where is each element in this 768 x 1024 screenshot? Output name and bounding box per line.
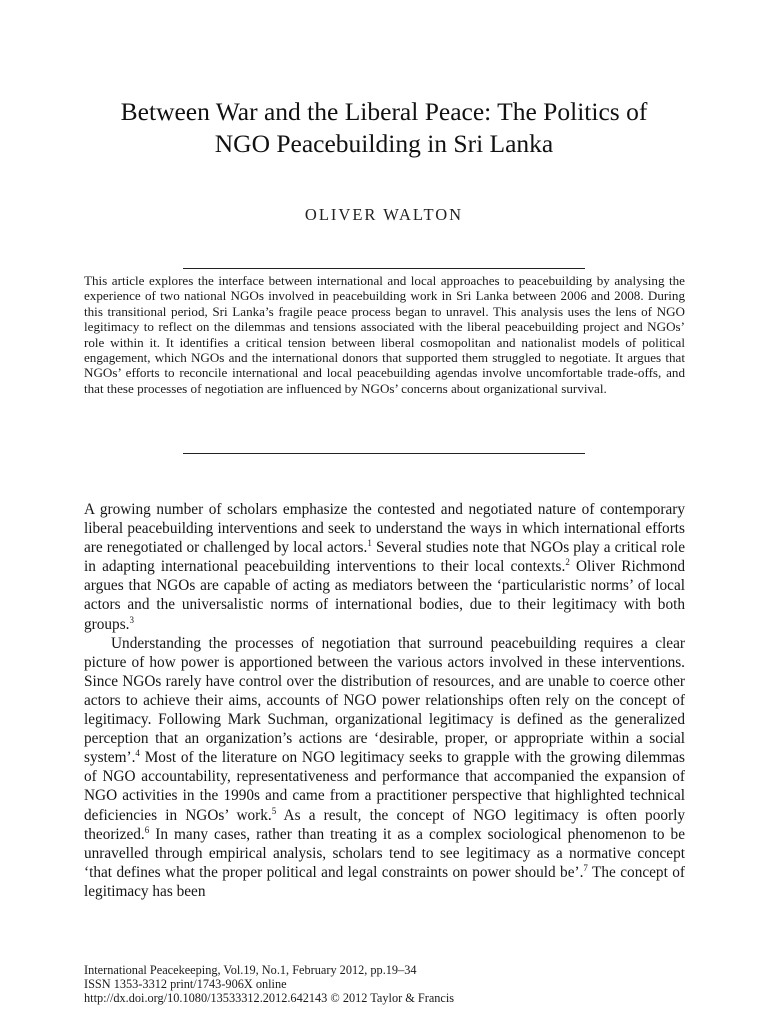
article-title-line-2: NGO Peacebuilding in Sri Lanka <box>214 129 554 158</box>
body-paragraph-1 <box>84 500 685 634</box>
footnote-ref-4: 4 <box>135 748 140 759</box>
body-text-span: Several studies note that NGOs play a critical role in adapting international peacebuilding interventions to their local contexts. <box>84 539 685 576</box>
footnote-ref-6: 6 <box>144 824 150 835</box>
body-text-span: As a result, the concept of NGO legitimacy is often poorly theorized. <box>84 806 685 843</box>
abstract-top-rule <box>183 268 585 269</box>
page-footer <box>84 963 685 1006</box>
footnote-ref-1: 1 <box>367 538 372 549</box>
body-paragraph-2 <box>84 634 685 901</box>
article-title-line-1: Between War and the Liberal Peace: The Politics of <box>120 97 648 126</box>
footnote-ref-3: 3 <box>129 614 134 625</box>
body-text-span: Understanding the processes of negotiation that surround peacebuilding requires a clear picture of how power is apportioned between the various actors involved in these interventions. Since NGOs rarely have control over the distribution of resources, and are unable to coerce other actors to achieve their aims, accounts of NGO power relationships often rely on the concept of legitimacy. Following Mark Suchman, organizational legitimacy is defined as the generalized perception that an organization’s actions are ‘desirable, proper, or appropriate within a social system’. <box>84 634 685 767</box>
body-text-span: Oliver Richmond argues that NGOs are capable of acting as mediators between the ‘particularistic norms’ of local actors and the universalistic norms of international bodies, due to their legitimacy with both groups. <box>84 558 685 633</box>
abstract-bottom-rule <box>183 453 585 454</box>
body-text-span: Most of the literature on NGO legitimacy seeks to grapple with the growing dilemmas of NGO accountability, representativeness and performance that accompanied the expansion of NGO activities in the 1990s and came from a practitioner perspective that highlighted technical deficiencies in NGOs’ work. <box>84 749 685 824</box>
footnote-ref-2: 2 <box>565 557 570 568</box>
body-text-span: In many cases, rather than treating it as a complex sociological phenomenon to be unravelled through empirical analysis, scholars tend to see legitimacy as a normative concept ‘that defines what the proper political and legal constraints on power should be’. <box>84 825 685 881</box>
body-text-span: A growing number of scholars emphasize the contested and negotiated nature of contemporary liberal peacebuilding interventions and seek to understand the ways in which international efforts are renegotiated or challenged by local actors. <box>84 501 685 557</box>
article-abstract: This article explores the interface between international and local approaches to peacebuilding by analysing the experience of two national NGOs involved in peacebuilding work in Sri Lanka between 2006 and 2008. During this transitional period, Sri Lanka’s fragile peace process began to unravel. This analysis uses the lens of NGO legitimacy to reflect on the dilemmas and tensions associated with the liberal peacebuilding project and NGOs’ role within it. It identifies a critical tension between liberal cosmopolitan and nationalist models of political engagement, which NGOs and the international donors that supported them struggled to negotiate. It argues that NGOs’ efforts to reconcile international and local peacebuilding agendas involve uncomfortable trade-offs, and that these processes of negotiation are influenced by NGOs’ concerns about organizational survival. <box>84 273 685 396</box>
article-title <box>60 96 708 160</box>
body-text-span: The concept of legitimacy has been <box>84 863 685 900</box>
footer-doi: http://dx.doi.org/10.1080/13533312.2012.642143 © 2012 Taylor & Francis <box>84 991 455 1006</box>
footnote-ref-7: 7 <box>583 862 588 873</box>
article-body <box>84 500 685 901</box>
footnote-ref-5: 5 <box>271 805 277 816</box>
article-author: OLIVER WALTON <box>304 205 464 224</box>
footer-issn: ISSN 1353-3312 print/1743-906X online <box>84 977 287 992</box>
footer-journal-citation: International Peacekeeping, Vol.19, No.1, February 2012, pp.19–34 <box>84 963 417 977</box>
